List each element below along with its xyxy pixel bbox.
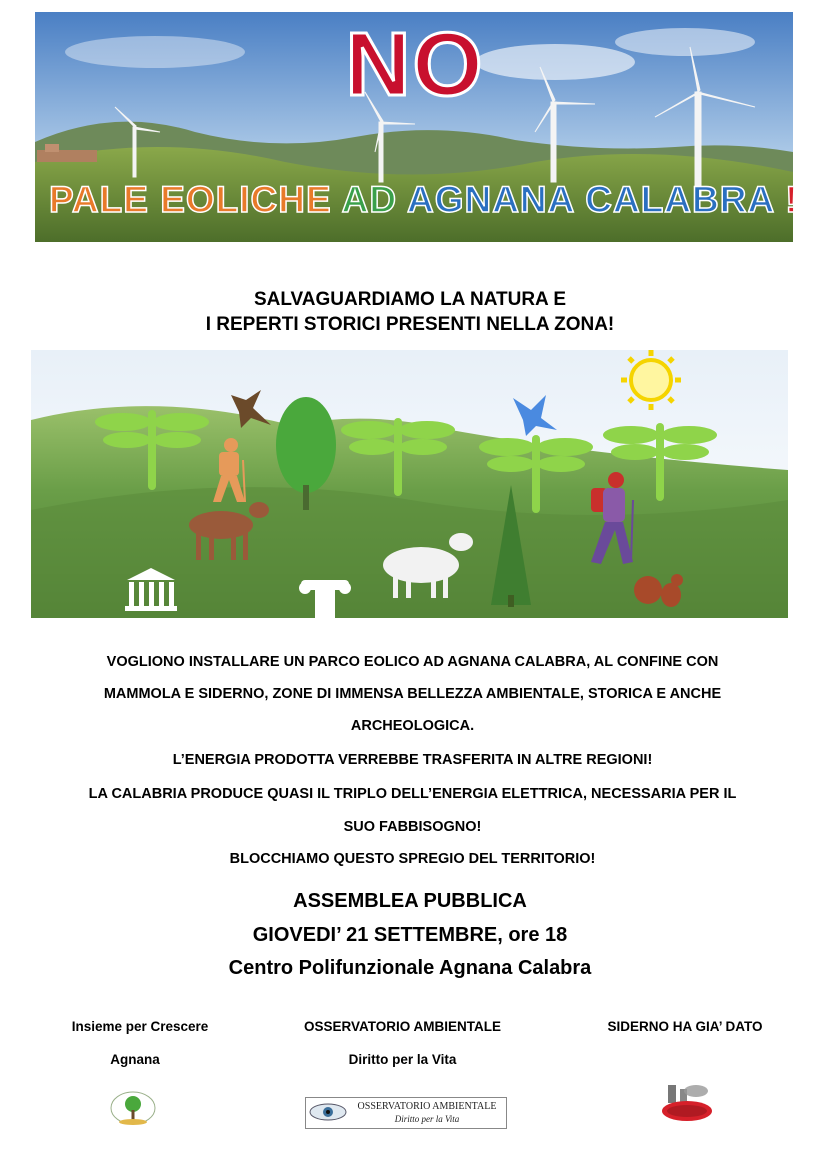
insieme-per-crescere-logo xyxy=(108,1090,158,1128)
banner-image xyxy=(35,12,799,242)
headline-line-2: I REPERTI STORICI PRESENTI NELLA ZONA! xyxy=(205,314,615,335)
org-2-name: OSSERVATORIO AMBIENTALE xyxy=(303,1019,501,1034)
body-line-4: L’ENERGIA PRODOTTA VERREBBE TRASFERITA IN ALTRE REGIONI! xyxy=(172,752,653,768)
assembly-date: GIOVEDI’ 21 SETTEMBRE, ore 18 xyxy=(252,924,568,946)
nature-illustration xyxy=(31,350,788,618)
banner-subtitle xyxy=(49,179,799,220)
tree-logo-icon xyxy=(108,1090,158,1128)
sun-icon xyxy=(621,350,681,410)
assembly-place: Centro Polifunzionale Agnana Calabra xyxy=(228,957,592,979)
body-line-3: ARCHEOLOGICA. xyxy=(350,718,475,734)
logo-text-line-1: OSSERVATORIO AMBIENTALE xyxy=(357,1101,497,1112)
body-line-5: LA CALABRIA PRODUCE QUASI IL TRIPLO DELL’ENERGIA ELETTRICA, NECESSARIA PER IL xyxy=(88,786,737,802)
subtitle-part-3: AGNANA CALABRA xyxy=(406,179,774,220)
osservatorio-ambientale-logo xyxy=(305,1097,507,1129)
body-line-7: BLOCCHIAMO QUESTO SPREGIO DEL TERRITORIO! xyxy=(229,851,596,867)
assembly-title: ASSEMBLEA PUBBLICA xyxy=(293,890,527,912)
org-1-name: Insieme per Crescere xyxy=(71,1019,209,1034)
factory-logo-icon xyxy=(660,1083,715,1128)
no-title: NO xyxy=(345,15,485,115)
body-line-2: MAMMOLA E SIDERNO, ZONE DI IMMENSA BELLEZZA AMBIENTALE, STORICA E ANCHE xyxy=(103,686,722,702)
org-1-place: Agnana xyxy=(110,1052,160,1067)
siderno-ha-gia-dato-logo xyxy=(660,1083,715,1128)
org-2-subtitle: Diritto per la Vita xyxy=(348,1052,457,1067)
body-line-1: VOGLIONO INSTALLARE UN PARCO EOLICO AD AGNANA CALABRA, AL CONFINE CON xyxy=(106,654,719,670)
nature-scene-image xyxy=(31,350,788,618)
headline-line-1: SALVAGUARDIAMO LA NATURA E xyxy=(253,289,567,310)
subtitle-part-2: AD xyxy=(341,179,398,220)
subtitle-part-4: ! xyxy=(785,179,799,220)
org-3-name: SIDERNO HA GIA’ DATO xyxy=(607,1019,763,1034)
logo-text-line-2: Diritto per la Vita xyxy=(394,1114,460,1124)
eye-icon xyxy=(308,1102,348,1122)
subtitle-part-1: PALE EOLICHE xyxy=(49,179,332,220)
body-line-6: SUO FABBISOGNO! xyxy=(343,819,482,835)
